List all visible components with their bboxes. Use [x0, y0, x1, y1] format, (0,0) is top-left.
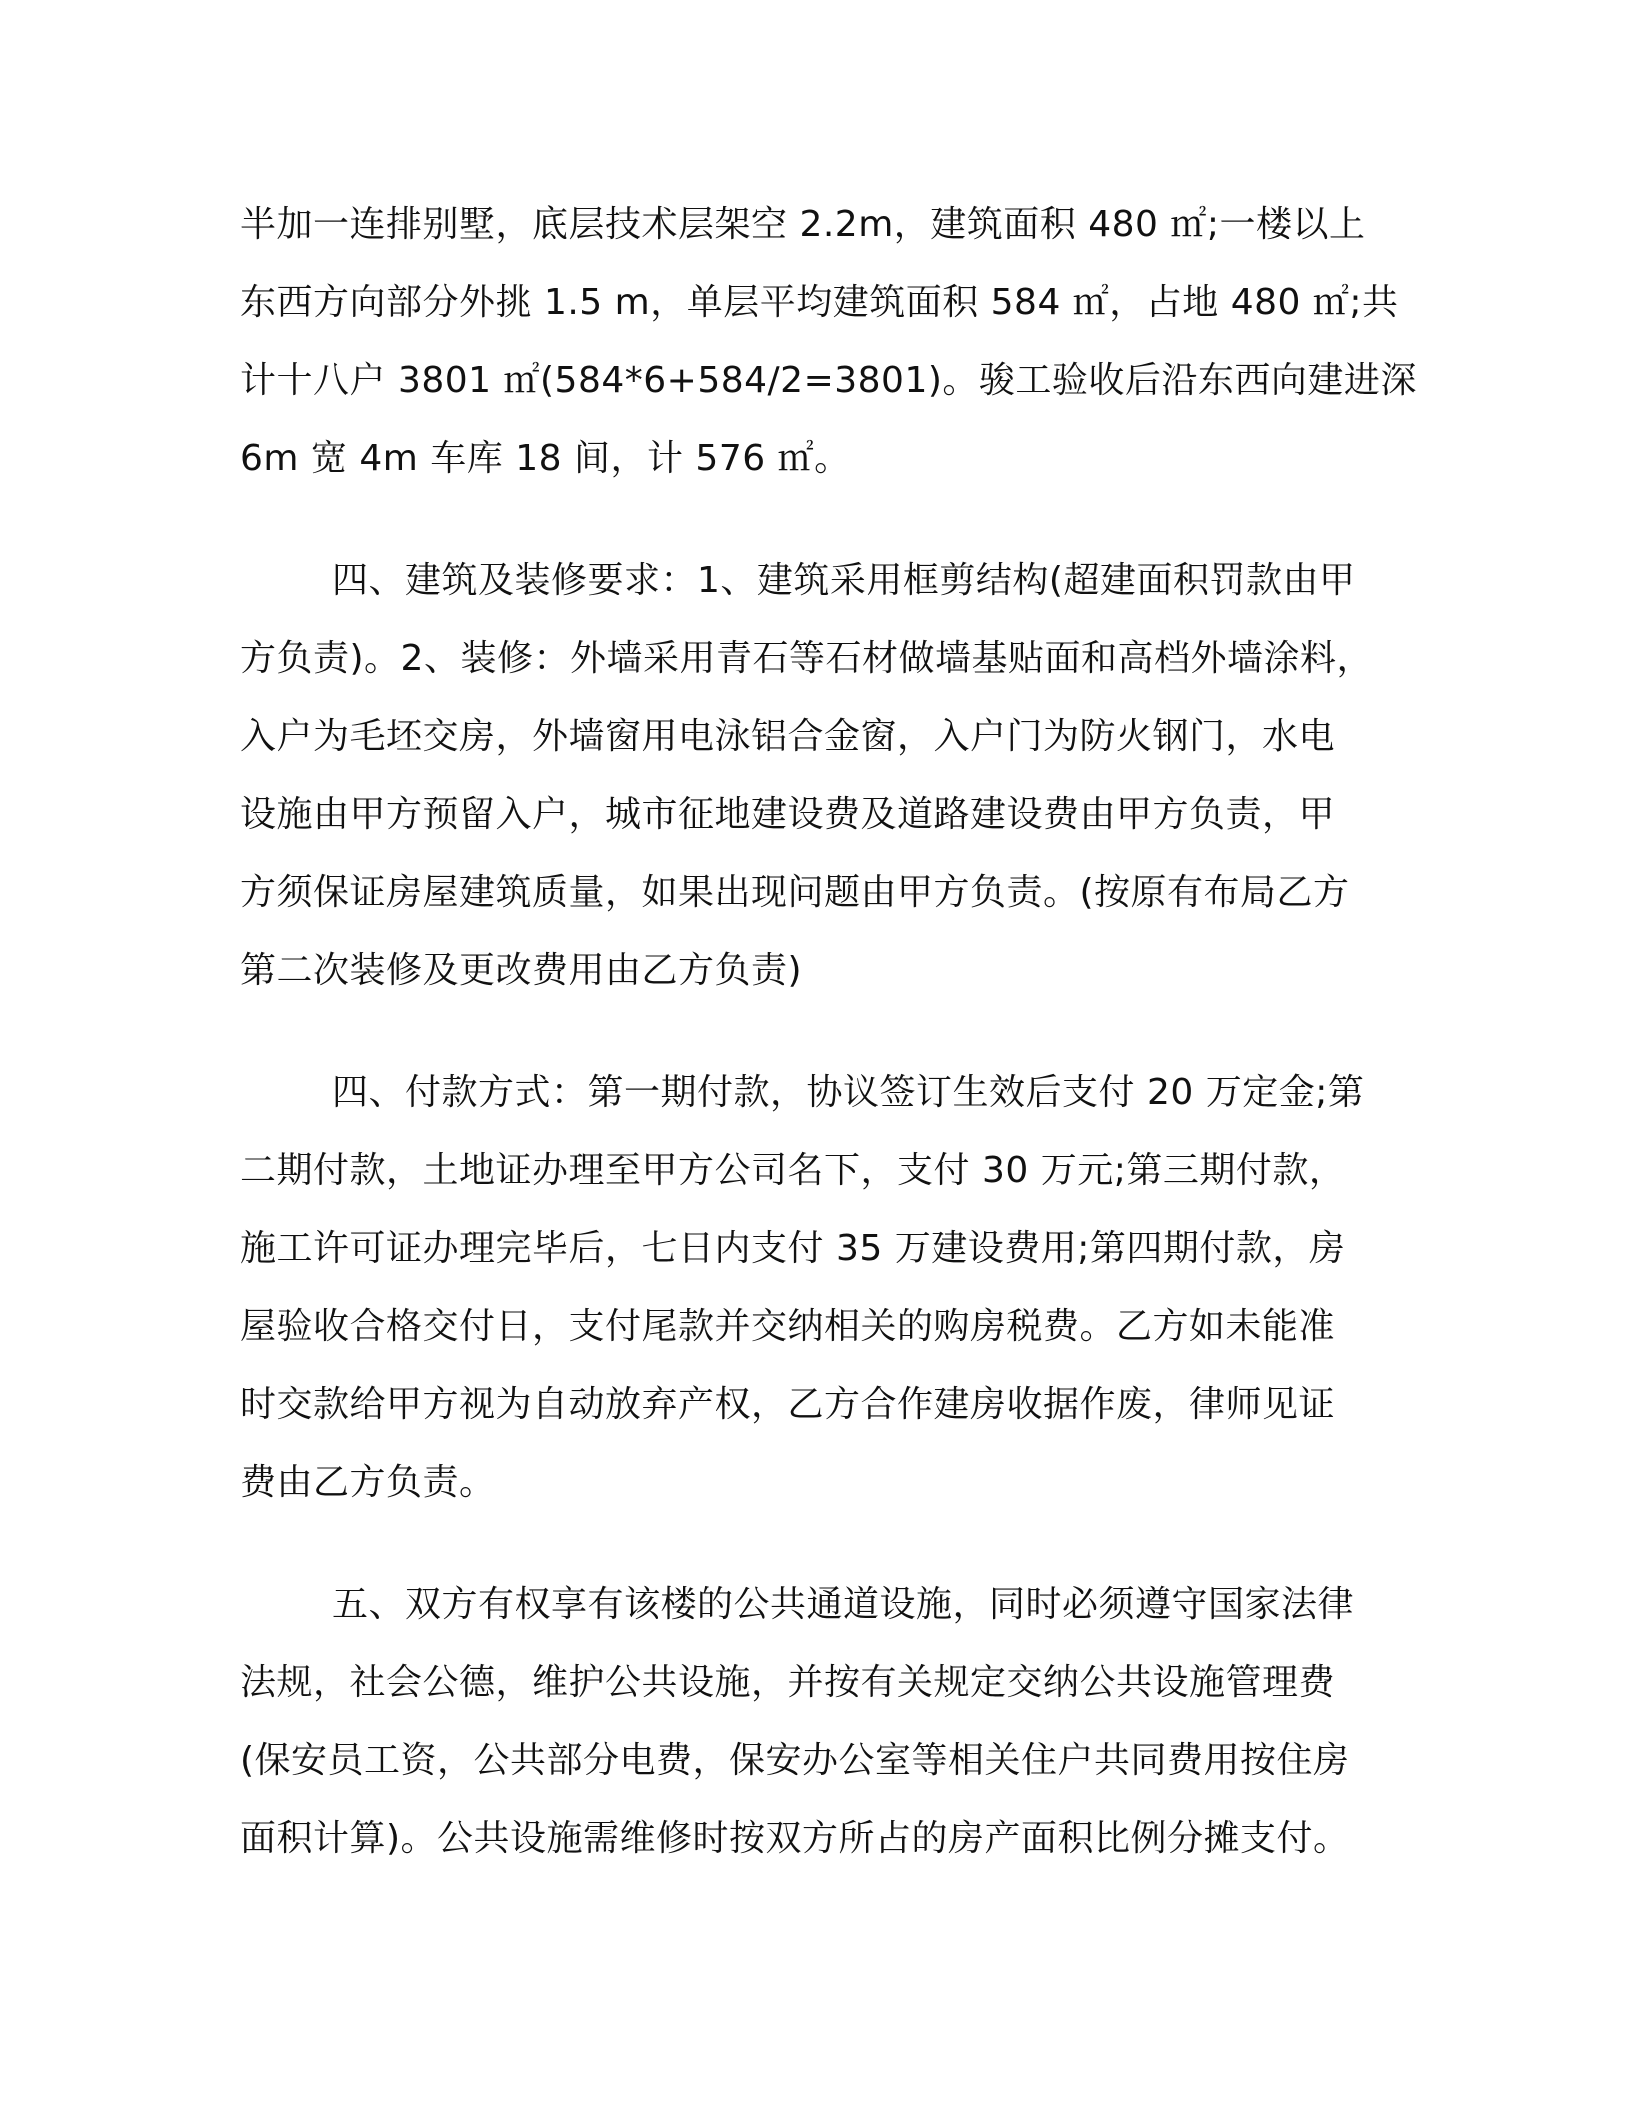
text-line: 四、付款方式：第一期付款，协议签订生效后支付 20 万定金;第 — [332, 1072, 1365, 1113]
text-line: 四、建筑及装修要求：1、建筑采用框剪结构(超建面积罚款由甲 — [332, 560, 1356, 601]
text-line: 面积计算)。公共设施需维修时按双方所占的房产面积比例分摊支付。 — [240, 1818, 1350, 1859]
text-line: 时交款给甲方视为自动放弃产权，乙方合作建房收据作废，律师见证 — [240, 1384, 1336, 1425]
text-line: 第二次装修及更改费用由乙方负责) — [240, 950, 803, 991]
text-line: 屋验收合格交付日，支付尾款并交纳相关的购房税费。乙方如未能准 — [240, 1306, 1336, 1347]
text-line: 法规，社会公德，维护公共设施，并按有关规定交纳公共设施管理费 — [240, 1662, 1336, 1703]
text-line: 半加一连排别墅，底层技术层架空 2.2m，建筑面积 480 ㎡;一楼以上 — [240, 204, 1366, 245]
text-line: 费由乙方负责。 — [240, 1462, 496, 1503]
document-body — [240, 186, 1417, 1922]
text-line: 计十八户 3801 ㎡(584*6+584/2=3801)。骏工验收后沿东西向建进深 — [240, 360, 1417, 401]
text-line: 6m 宽 4m 车库 18 间，计 576 ㎡。 — [240, 438, 851, 479]
text-line: 二期付款，土地证办理至甲方公司名下，支付 30 万元;第三期付款， — [240, 1150, 1346, 1191]
paragraph-building-area — [240, 186, 1417, 498]
text-line: 入户为毛坯交房，外墙窗用电泳铝合金窗，入户门为防火钢门，水电 — [240, 716, 1336, 757]
paragraph-public-facilities — [240, 1566, 1370, 1878]
text-line: 方须保证房屋建筑质量，如果出现问题由甲方负责。(按原有布局乙方 — [240, 872, 1350, 913]
text-line: 方负责)。2、装修：外墙采用青石等石材做墙基贴面和高档外墙涂料， — [240, 638, 1373, 679]
text-line: 设施由甲方预留入户，城市征地建设费及道路建设费由甲方负责，甲 — [240, 794, 1336, 835]
text-line: 五、双方有权享有该楼的公共通道设施，同时必须遵守国家法律 — [332, 1584, 1355, 1625]
text-line: 东西方向部分外挑 1.5 m，单层平均建筑面积 584 ㎡，占地 480 ㎡;共 — [240, 282, 1399, 323]
paragraph-payment-method — [240, 1054, 1370, 1522]
paragraph-construction-requirements — [240, 542, 1373, 1010]
text-line: (保安员工资，公共部分电费，保安办公室等相关住户共同费用按住房 — [240, 1740, 1350, 1781]
text-line: 施工许可证办理完毕后，七日内支付 35 万建设费用;第四期付款，房 — [240, 1228, 1346, 1269]
